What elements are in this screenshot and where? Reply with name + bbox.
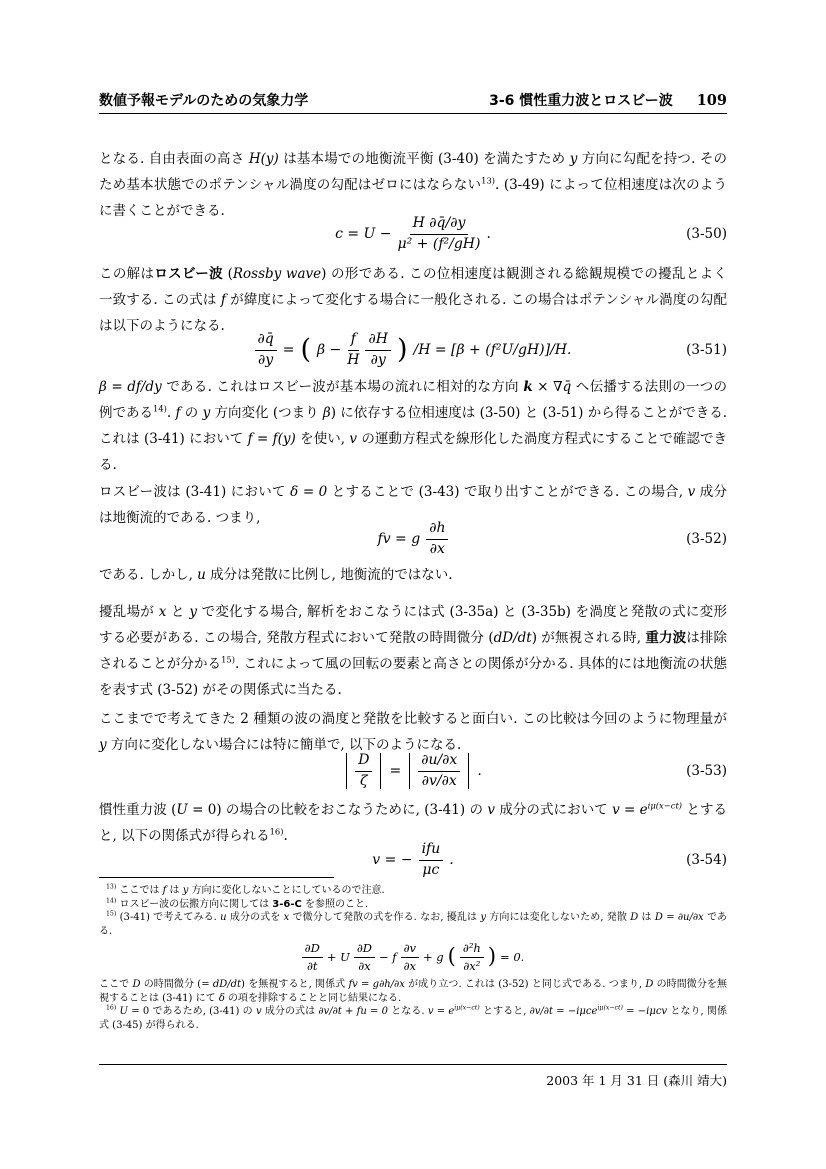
fraction-denominator: ∂x [429, 540, 445, 557]
paragraph-6: 擾乱場が x と y で変化する場合, 解析をおこなうには式 (3-35a) と (3-35b) を渦度と発散の式に変形する必要がある. この場合, 発散方程式において発散の時間微分 (dD/dt) が無視される時, 重力波は排除されることが分かる$^{15)}$. これによって風の回転の要素と高さとの関係が分かる. 具体的には地衡流の状態を表す式 (3-52) がその関係式に当たる. [99, 604, 728, 698]
fraction-denominator: H [347, 351, 360, 368]
eq54-tail: . [449, 852, 454, 868]
fraction [255, 331, 277, 369]
eq52-lhs: fv = g [377, 531, 421, 547]
fraction [419, 841, 444, 879]
eq54-lhs: v = − [372, 852, 413, 868]
page-number: 109 [696, 92, 727, 109]
abs-bar [409, 753, 410, 789]
equation-3-50 [99, 213, 727, 255]
paragraph-4: ロスビー波は (3-41) において δ = 0 とすることで (3-43) で取り出すことができる. この場合, v 成分は地衡流的である. つまり, [99, 484, 727, 526]
efoot-term3: + g [423, 950, 444, 965]
open-paren: ( [300, 333, 311, 365]
equation-3-53 [99, 748, 727, 794]
fraction-numerator: ∂H [365, 331, 390, 351]
fraction-numerator: ∂D [302, 941, 323, 957]
fraction-numerator: ∂u/∂x [418, 752, 460, 772]
section-title: 3-6 慣性重力波とロスビー波 [489, 93, 673, 109]
footnote-rule [99, 877, 334, 878]
fraction [365, 331, 390, 369]
footer-date: 2003 年 1 月 31 日 (森川 靖大) [546, 1073, 727, 1088]
fraction-numerator: D [355, 752, 372, 772]
efoot-term2: − f [379, 950, 397, 965]
fraction [401, 941, 419, 973]
footnote-15-continued: ここで D の時間微分 (= dD/dt) を無視すると, 関係式 fv = g∂h/∂x が成り立つ. これは (3-52) と同じ式である. つまり, D の時間微分を無視することは (3-41) にて δ の項を排除することと同じ結果になる. [99, 979, 727, 1004]
fraction-denominator: ∂x [358, 958, 371, 973]
fraction [418, 752, 460, 790]
fraction-numerator: ∂D [354, 941, 375, 957]
fraction [355, 752, 372, 790]
paragraph-8: 慣性重力波 (U = 0) の場合の比較をおこなうために, (3-41) の v 成分の式において $v = e^{i\mu(x-ct)}$ とすると, 以下の関係式が得られる$^{16)}$. [99, 800, 727, 844]
eq53-tail: . [477, 763, 482, 779]
equation-3-52 [99, 518, 727, 560]
abs-bar [346, 753, 347, 789]
fraction-denominator: ∂y [258, 351, 274, 368]
fraction-denominator: ζ [360, 772, 368, 789]
fraction [354, 941, 375, 973]
equation-body [335, 215, 491, 253]
efoot-term1: + U [326, 950, 350, 965]
equation-3-51 [99, 327, 727, 373]
close-paren: ) [487, 944, 497, 969]
equation-body [302, 941, 525, 973]
fraction [426, 520, 448, 558]
paragraph-2: この解はロスビー波 (Rossby wave) の形である. この位相速度は観測される総観規模での擾乱とよく一致する. この式は f が緯度によって変化する場合に一般化される. この場合はポテンシャル渦度の勾配は以下のようになる. [99, 266, 728, 334]
fraction-numerator: H ∂q̄/∂y [410, 215, 469, 235]
eq51-beta-term: β − [316, 342, 342, 358]
footnote-14: $^{14)}$ ロスビー波の伝搬方向に関しては 3-6-C を参照のこと. [106, 897, 369, 910]
equals-sign: = [389, 763, 402, 779]
footnote-13: $^{13)}$ ここでは f は y 方向に変化しないことにしているので注意. [106, 883, 385, 896]
equation-number: (3-53) [686, 763, 727, 779]
equation-body [378, 520, 449, 558]
equation-number: (3-52) [686, 531, 727, 547]
paragraph-1: となる. 自由表面の高さ H(y) は基本場での地衡流平衡 (3-40) を満たすため y 方向に勾配を持つ. そのため基本状態でのポテンシャル渦度の勾配はゼロにはならない$^{13)}$. (3-49) によって位相速度は次のように書くことができる. [99, 151, 728, 219]
eq50-tail: . [486, 226, 491, 242]
paragraph-3: β = df/dy である. これはロスビー波が基本場の流れに相対的な方向 k × ∇q̄ へ伝播する法則の一つの例である$^{14)}$. f の y 方向変化 (つまり β) に依存する位相速度は (3-50) と (3-51) から得ることができる. これは (3-41) において f = f(y) を使い, v の運動方程式を線形化した渦度方程式にすることで確認できる. [99, 379, 728, 473]
fraction [302, 941, 323, 973]
footnote-equation [99, 941, 727, 973]
equation-number: (3-54) [686, 852, 727, 868]
abs-bar [380, 753, 381, 789]
close-paren: ) [396, 333, 408, 365]
fraction-numerator: ∂v [401, 941, 419, 957]
paragraph-5: である. しかし, u 成分は発散に比例し, 地衡流的ではない. [99, 567, 453, 583]
fraction-numerator: ifu [419, 841, 444, 861]
equation-number: (3-51) [686, 342, 727, 358]
fraction-denominator: ∂v/∂x [421, 772, 457, 789]
fraction-denominator: ∂t [306, 958, 318, 973]
fraction-denominator: ∂y [370, 351, 386, 368]
open-paren: ( [447, 944, 456, 969]
fraction-numerator: f [348, 331, 359, 351]
fraction-numerator: ∂q̄ [255, 331, 277, 351]
equals-sign: = [282, 342, 295, 358]
fraction [347, 331, 359, 369]
fraction-numerator: ∂h [426, 520, 448, 540]
fraction-numerator: ∂²h [460, 941, 484, 957]
equation-body [255, 331, 572, 369]
footnote-16: $^{16)}$ U = 0 であるため, (3-41) の v 成分の式は ∂v/∂t + fu = 0 となる. $v = e^{i\mu(x-ct)}$ とすると, ∂v/∂t = −iμce$^{i\mu(x-ct)}$ = −iμcv となり, 関係式 (3-45) が得られる. [99, 1004, 727, 1031]
equation-body [344, 752, 482, 790]
fraction-denominator: ∂x [403, 958, 416, 973]
footnote-15: $^{15)}$ (3-41) で考えてみる. u 成分の式を x で微分して発散の式を作る. なお, 擾乱は y 方向には変化しないため, 発散 D は D = ∂u/∂x である. [99, 910, 728, 937]
equation-3-54 [99, 840, 727, 880]
eq51-tail: /H = [β + (f²U/gH)]/H. [413, 342, 572, 358]
footnotes [99, 884, 727, 1033]
footer-rule [99, 1064, 727, 1065]
paragraph-7: ここまでで考えてきた 2 種類の波の渦度と発散を比較すると面白い. この比較は今回のように物理量が y 方向に変化しない場合には特に簡単で, 以下のようになる. [99, 711, 727, 753]
running-title: 数値予報モデルのための気象力学 [99, 93, 309, 109]
fraction-denominator: μc [422, 861, 440, 878]
fraction-denominator: μ² + (f²/gH) [397, 235, 481, 252]
main-content [99, 0, 727, 1169]
fraction-denominator: ∂x² [463, 958, 481, 973]
fraction [460, 941, 484, 973]
abs-bar [468, 753, 469, 789]
equation-body [372, 841, 453, 879]
equation-number: (3-50) [686, 226, 727, 242]
fraction [398, 215, 481, 253]
efoot-tail: = 0. [500, 950, 525, 965]
eq50-lhs: c = U − [335, 226, 392, 242]
